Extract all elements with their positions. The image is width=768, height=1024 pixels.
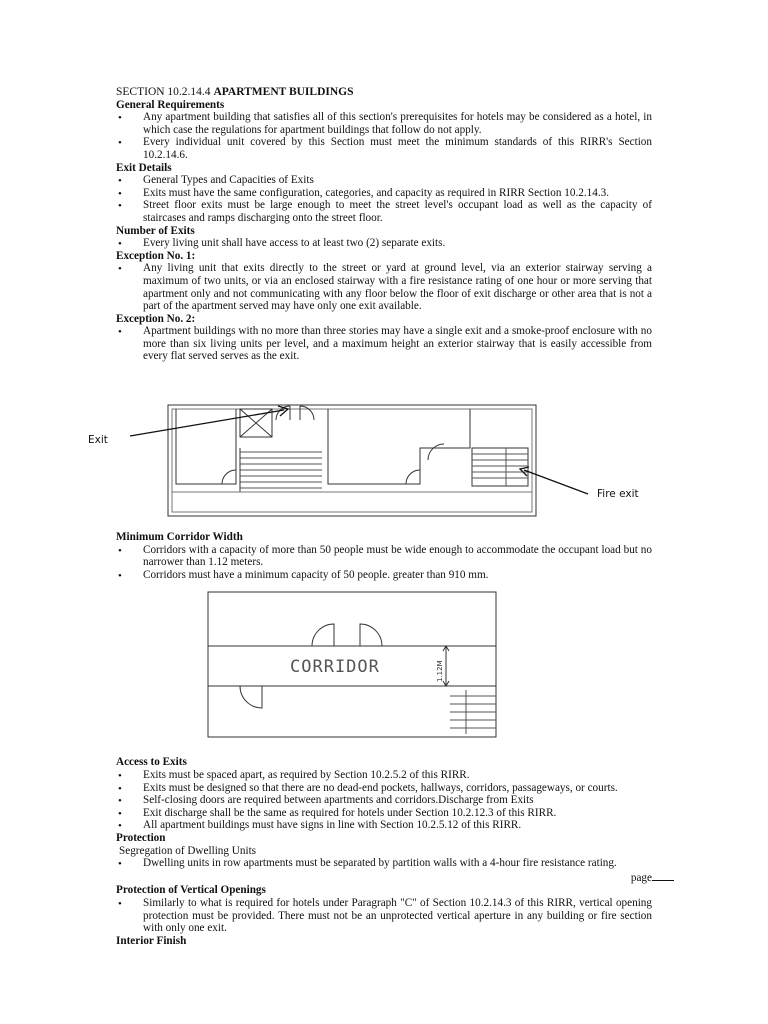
interior-finish-heading: Interior Finish — [116, 934, 187, 947]
exception2-heading: Exception No. 2: — [116, 312, 196, 325]
exit-label: Exit — [88, 434, 108, 446]
exception1-heading: Exception No. 1: — [116, 249, 196, 262]
list-item: • Any living unit that exits directly to the street or yard at ground level, via an exterior stairway serving a maximum of two units, or via an enclosed stairway with a fire resistance rating of one hour or more serving that apartment only and not communicating with any floor below the floor of exit discharge or other area that is not a part of the apartment served may have only one exit available. — [116, 262, 652, 312]
corridor-label: CORRIDOR — [290, 657, 380, 677]
list-item: • Every living unit shall have access to at least two (2) separate exits. — [116, 237, 652, 250]
exception2-list — [116, 325, 652, 363]
number-of-exits-list — [116, 237, 652, 250]
list-item: • Exits must be spaced apart, as required by Section 10.2.5.2 of this RIRR. — [116, 769, 652, 782]
list-item: • Exits must have the same configuration, categories, and capacity as required in RIRR Section 10.2.14.3. — [116, 187, 652, 200]
vertical-openings-list — [116, 897, 652, 935]
exit-details-list — [116, 174, 652, 224]
vertical-openings-heading: Protection of Vertical Openings — [116, 884, 266, 897]
section-title: SECTION 10.2.14.4 APARTMENT BUILDINGS — [116, 86, 354, 98]
access-heading: Access to Exits — [116, 756, 187, 769]
document-body — [116, 86, 652, 947]
page-number: page — [116, 870, 674, 885]
list-item: • General Types and Capacities of Exits — [116, 174, 652, 187]
corridor-width-list — [116, 544, 652, 582]
dimension-label: 1.12M — [436, 660, 444, 682]
protection-list — [116, 857, 652, 870]
list-item: • Exits must be designed so that there are no dead-end pockets, hallways, corridors, passageways, or courts. — [116, 782, 652, 795]
general-list — [116, 111, 652, 161]
list-item: • Every individual unit covered by this Section must meet the minimum standards of this RIRR's Section 10.2.14.6. — [116, 136, 652, 161]
corridor-width-heading: Minimum Corridor Width — [116, 531, 243, 544]
protection-subheading: Segregation of Dwelling Units — [119, 844, 257, 857]
list-item: • Apartment buildings with no more than three stories may have a single exit and a smoke-proof enclosure with no more than six living units per level, and a maximum height an exterior stairway that is easily accessible from every flat served serves as the exit. — [116, 325, 652, 363]
list-item: • Self-closing doors are required between apartments and corridors.Discharge from Exits — [116, 794, 652, 807]
list-item: • Dwelling units in row apartments must be separated by partition walls with a 4-hour fire resistance rating. — [116, 857, 652, 870]
general-heading: General Requirements — [116, 98, 225, 111]
access-list — [116, 769, 652, 832]
list-item: • Corridors must have a minimum capacity of 50 people. greater than 910 mm. — [116, 569, 652, 582]
list-item: • Corridors with a capacity of more than 50 people must be wide enough to accommodate the occupant load but no narrower than 1.12 meters. — [116, 544, 652, 569]
exception1-list — [116, 262, 652, 312]
exit-details-heading: Exit Details — [116, 161, 172, 174]
figure1-space — [116, 363, 652, 531]
protection-heading: Protection — [116, 832, 166, 844]
list-item: • Any apartment building that satisfies all of this section's prerequisites for hotels may be considered as a hotel, in which case the regulations for apartment buildings that follow do not apply. — [116, 111, 652, 136]
list-item: • Similarly to what is required for hotels under Paragraph "C" of Section 10.2.14.3 of this RIRR, vertical opening protection must be provided. There must not be an unprotected vertical aperture in any building or fire section with only one exit. — [116, 897, 652, 935]
figure2-space — [116, 581, 652, 756]
list-item: • Street floor exits must be large enough to meet the street level's occupant load as well as the capacity of staircases and ramps discharging onto the street floor. — [116, 199, 652, 224]
number-of-exits-heading: Number of Exits — [116, 224, 195, 237]
fire-exit-label: Fire exit — [597, 488, 639, 500]
list-item: • All apartment buildings must have signs in line with Section 10.2.5.12 of this RIRR. — [116, 819, 652, 832]
list-item: • Exit discharge shall be the same as required for hotels under Section 10.2.12.3 of this RIRR. — [116, 807, 652, 820]
